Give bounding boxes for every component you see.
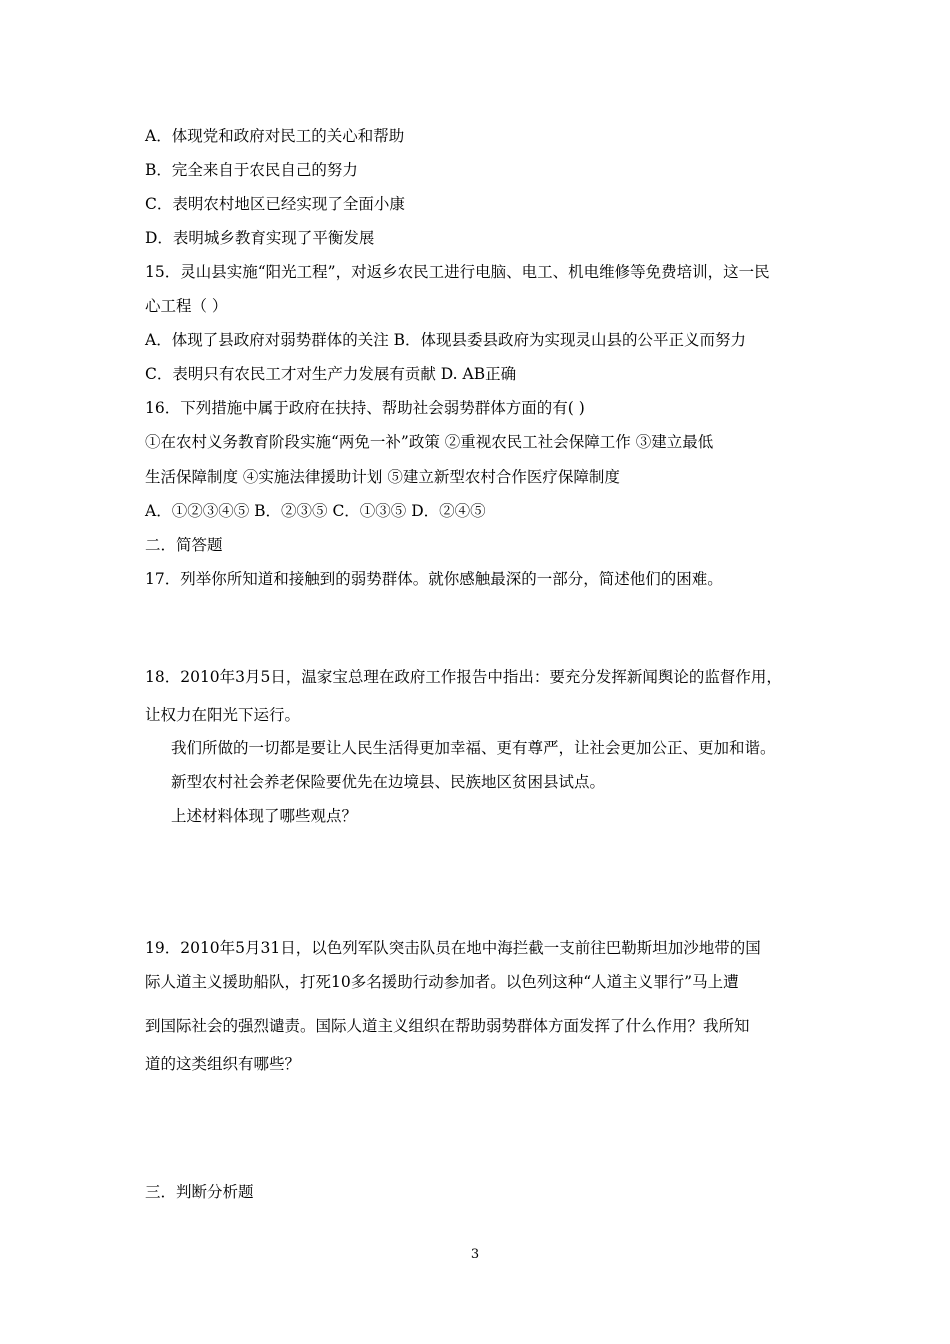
q18-stem-cont: 让权力在阳光下运行。 [145, 706, 301, 724]
q19-stem: 19．2010年5月31日，以色列军队突击队员在地中海拦截一支前往巴勒斯坦加沙地带的国 [145, 939, 761, 957]
q16-options: A．①②③④⑤ B．②③⑤ C．①③⑤ D．②④⑤ [145, 502, 486, 520]
q15-stem: 15．灵山县实施“阳光工程”，对返乡农民工进行电脑、电工、机电维修等免费培训，这一民 [145, 263, 770, 281]
q15-options-cd: C．表明只有农民工才对生产力发展有贡献 D. AB正确 [145, 365, 517, 383]
q18-question: 上述材料体现了哪些观点？ [171, 807, 358, 825]
q14-option-d: D．表明城乡教育实现了平衡发展 [145, 229, 375, 247]
q14-option-c: C．表明农村地区已经实现了全面小康 [145, 195, 405, 213]
q19-stem-cont-1: 际人道主义援助船队，打死10多名援助行动参加者。以色列这种“人道主义罪行”马上遭 [145, 973, 739, 991]
q14-option-a: A．体现党和政府对民工的关心和帮助 [145, 127, 405, 145]
section-3-heading: 三．判断分析题 [145, 1183, 254, 1201]
q18-stem: 18．2010年3月5日，温家宝总理在政府工作报告中指出：要充分发挥新闻舆论的监督作用， [145, 668, 782, 686]
q16-items: ①在农村义务教育阶段实施“两免一补”政策 ②重视农民工社会保障工作 ③建立最低 [145, 433, 714, 451]
q16-stem: 16．下列措施中属于政府在扶持、帮助社会弱势群体方面的有( ) [145, 399, 585, 417]
section-2-heading: 二．简答题 [145, 536, 223, 554]
q15-stem-cont: 心工程（ ） [145, 297, 228, 315]
page-number: 3 [470, 1247, 480, 1262]
q19-stem-cont-2: 到国际社会的强烈谴责。国际人道主义组织在帮助弱势群体方面发挥了什么作用？我所知 [145, 1017, 750, 1035]
q17-stem: 17．列举你所知道和接触到的弱势群体。就你感触最深的一部分，简述他们的困难。 [145, 570, 723, 588]
q18-material-2: 新型农村社会养老保险要优先在边境县、民族地区贫困县试点。 [171, 773, 606, 791]
q15-options-ab: A．体现了县政府对弱势群体的关注 B．体现县委县政府为实现灵山县的公平正义而努力 [145, 331, 747, 349]
q14-option-b: B．完全来自于农民自己的努力 [145, 161, 358, 179]
q16-items-cont: 生活保障制度 ④实施法律援助计划 ⑤建立新型农村合作医疗保障制度 [145, 468, 620, 486]
q19-stem-cont-3: 道的这类组织有哪些？ [145, 1055, 301, 1073]
q18-material-1: 我们所做的一切都是要让人民生活得更加幸福、更有尊严，让社会更加公正、更加和谐。 [171, 739, 776, 757]
